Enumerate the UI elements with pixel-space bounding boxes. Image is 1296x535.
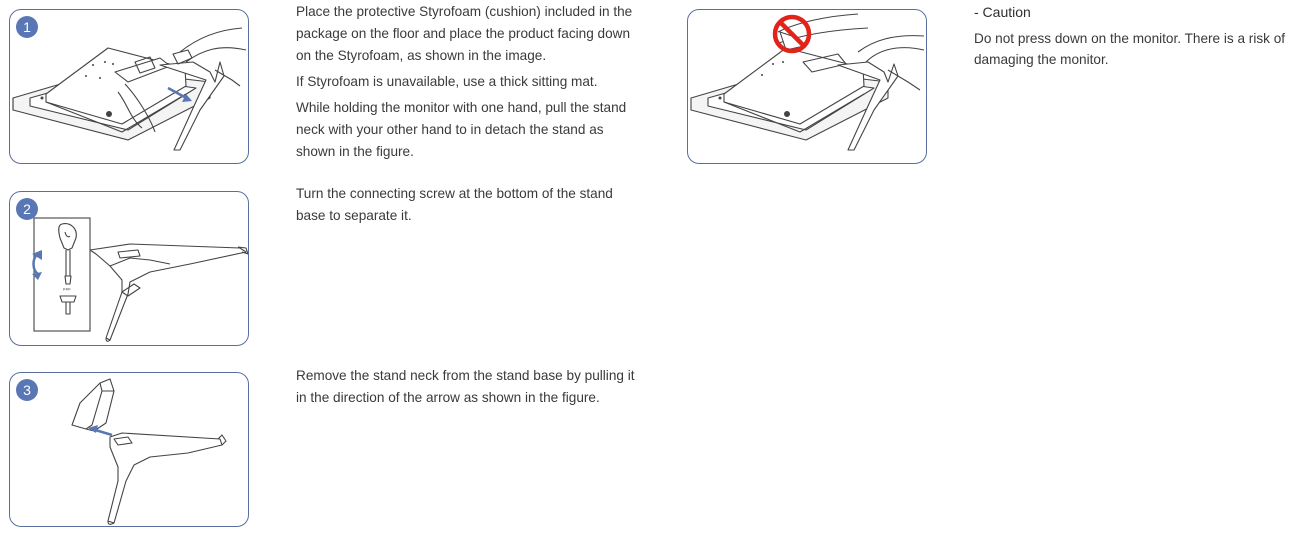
step-3-text [296,365,640,409]
step-1-badge: 1 [16,16,38,38]
screw-removal-drawing [10,192,249,346]
step-1-paragraph-2: If Styrofoam is unavailable, use a thick sitting mat. [296,74,598,89]
caution-illustration [687,9,927,164]
step-2-illustration [9,191,249,346]
step-2-text [296,183,640,227]
svg-text:ᵖᵖᵖ: ᵖᵖᵖ [63,287,71,294]
step-2-badge: 2 [16,198,38,220]
step-1-paragraph-3: While holding the monitor with one hand, pull the stand neck with your other hand to in detach the stand as shown in the figure. [296,100,627,159]
step-2-paragraph-1: Turn the connecting screw at the bottom of the stand base to separate it. [296,186,613,223]
monitor-on-cushion-drawing [10,10,249,164]
neck-removal-drawing [10,373,249,527]
caution-title: - Caution [974,4,1031,20]
step-1-paragraph-1: Place the protective Styrofoam (cushion) included in the package on the floor and place the product facing down on the Styrofoam, as shown in the image. [296,4,633,63]
step-3-paragraph-1: Remove the stand neck from the stand base by pulling it in the direction of the arrow as shown in the figure. [296,368,635,405]
step-1-illustration [9,9,249,164]
step-3-illustration [9,372,249,527]
caution-text: Do not press down on the monitor. There is a risk of damaging the monitor. [974,31,1286,67]
step-1-text [296,1,640,163]
step-3-badge: 3 [16,379,38,401]
do-not-press-drawing [688,10,927,164]
